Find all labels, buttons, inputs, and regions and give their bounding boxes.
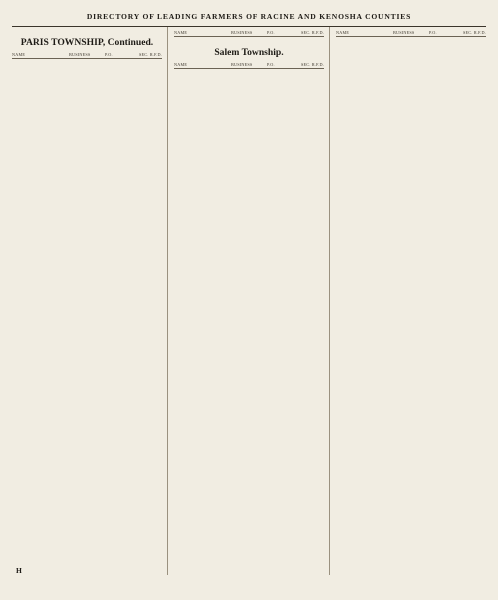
col-header-rfd: R.F.D. [473, 30, 486, 35]
page-letter: H [16, 566, 22, 575]
column-header [12, 52, 162, 59]
col-header-business: BUSINESS [231, 30, 253, 35]
col-header-name: NAME [12, 52, 26, 57]
column-header [174, 30, 324, 37]
col-header-business: BUSINESS [393, 30, 415, 35]
col-header-po: P.O. [429, 30, 437, 35]
column-3 [329, 27, 486, 575]
col-header-name: NAME [174, 62, 188, 67]
col-header-po: P.O. [267, 30, 275, 35]
col-header-po: P.O. [267, 62, 275, 67]
col-header-sec: SEC. [300, 62, 311, 67]
col-header-po: P.O. [105, 52, 113, 57]
col-header-sec: SEC. [462, 30, 473, 35]
column-header [174, 62, 324, 69]
col-header-rfd: R.F.D. [149, 52, 162, 57]
col-header-name: NAME [174, 30, 188, 35]
col-header-business: BUSINESS [231, 62, 253, 67]
section-title-salem: Salem Township. [214, 47, 284, 58]
column-1 [12, 27, 167, 575]
col-header-rfd: R.F.D. [311, 62, 324, 67]
col-header-name: NAME [336, 30, 350, 35]
col-header-sec: SEC. [138, 52, 149, 57]
column-header [336, 30, 486, 37]
col-header-rfd: R.F.D. [311, 30, 324, 35]
col-header-sec: SEC. [300, 30, 311, 35]
col-header-business: BUSINESS [69, 52, 91, 57]
page-running-title: DIRECTORY OF LEADING FARMERS OF RACINE AND KENOSHA COUNTIES [86, 12, 412, 21]
column-2 [167, 27, 329, 575]
section-title-paris: PARIS TOWNSHIP, Continued. [20, 37, 154, 48]
directory-columns [12, 27, 486, 575]
